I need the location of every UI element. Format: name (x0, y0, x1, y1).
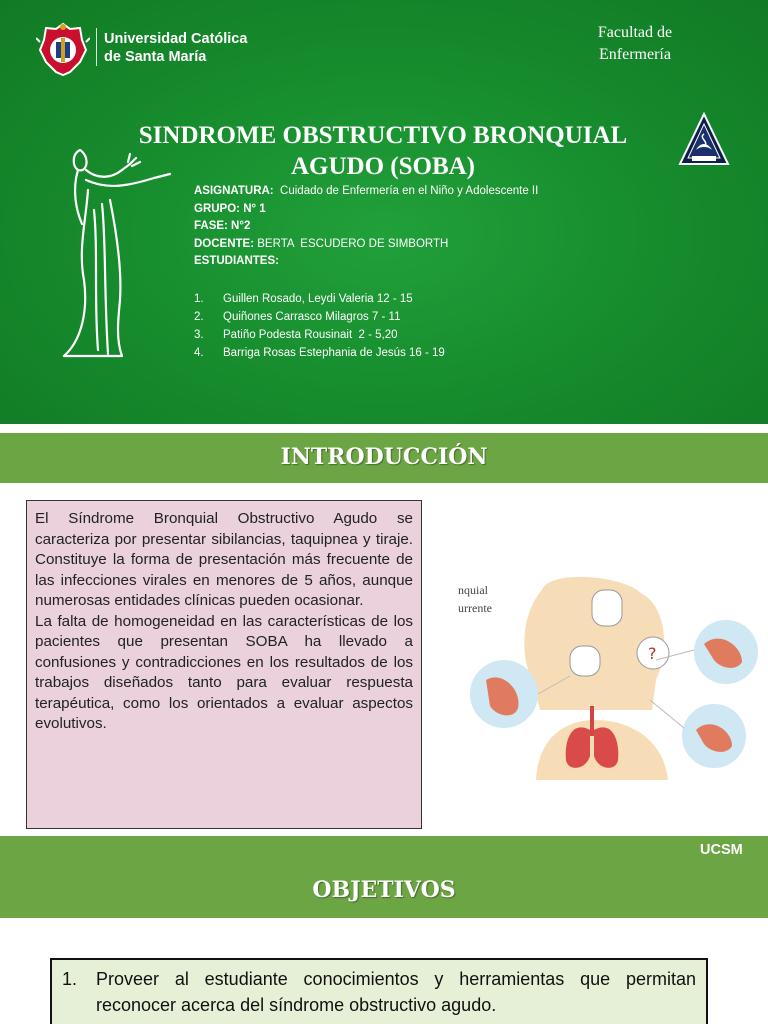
university-name-line1: Universidad Católica (104, 31, 248, 47)
info-subject: ASIGNATURA: Cuidado de Enfermería en el Niño y Adolescente II (194, 185, 539, 197)
ucsm-label: UCSM (700, 842, 743, 858)
svg-text:?: ? (648, 644, 657, 663)
course-info (194, 183, 538, 271)
objective-number: 1. (62, 969, 78, 989)
info-phase: FASE: N°2 (194, 220, 251, 232)
faculty-line2: Enfermería (599, 46, 671, 63)
university-name (104, 30, 247, 66)
illustration-text-1: nquial (458, 583, 488, 597)
logo-separator (96, 28, 97, 66)
faculty-line1: Facultad de (597, 24, 673, 41)
illustration-text-2: urrente (458, 601, 492, 615)
list-item: 3. Patiño Podesta Rousinait 2 - 5,20 (194, 329, 398, 341)
list-item: 2. Quiñones Carrasco Milagros 7 - 11 (194, 311, 401, 323)
nursing-emblem-icon (678, 112, 730, 172)
university-seal-icon (36, 20, 90, 78)
list-item: 1. Guillen Rosado, Leydi Valeria 12 - 15 (194, 293, 413, 305)
respiratory-illustration (452, 560, 768, 780)
cover-slide (0, 0, 768, 424)
objective-text: Proveer al estudiante conocimientos y herramientas que permitan reconocer acerca del síndrome obstructivo agudo. (96, 969, 696, 1015)
info-group: GRUPO: N° 1 (194, 202, 266, 215)
intro-paragraph-2: La falta de homogeneidad en las características de los pacientes que presentan SOBA ha llevado a confusiones y contradicciones en los resultados de los trabajos diseñados tanto para evaluar respuesta terapéutica, como los orientados a evaluar aspectos evolutivos. (35, 612, 413, 732)
objective-item (50, 958, 708, 1024)
presentation-title (118, 120, 648, 182)
objectives-heading: OBJETIVOS (312, 877, 456, 903)
students-list (194, 290, 445, 362)
title-line2: AGUDO (SOBA) (290, 153, 476, 180)
intro-paragraph-1: El Síndrome Bronquial Obstructivo Agudo se caracteriza por presentar sibilancias, taquipnea y tiraje. Constituye la forma de presentación más frecuente de las infecciones virales en menores de 5 años, aunque numerosas entidades clínicas pueden ocasionar. (35, 510, 413, 609)
intro-text-box (26, 500, 422, 829)
faculty-name (578, 22, 692, 66)
list-item: 4. Barriga Rosas Estephania de Jesús 16 - 19 (194, 347, 445, 359)
title-line1: SINDROME OBSTRUCTIVO BRONQUIAL (138, 122, 628, 149)
info-students-label: ESTUDIANTES: (194, 255, 279, 267)
intro-heading: INTRODUCCIÓN (280, 444, 488, 470)
university-name-line2: de Santa María (104, 49, 207, 65)
info-teacher: DOCENTE: BERTA ESCUDERO DE SIMBORTH (194, 237, 449, 250)
